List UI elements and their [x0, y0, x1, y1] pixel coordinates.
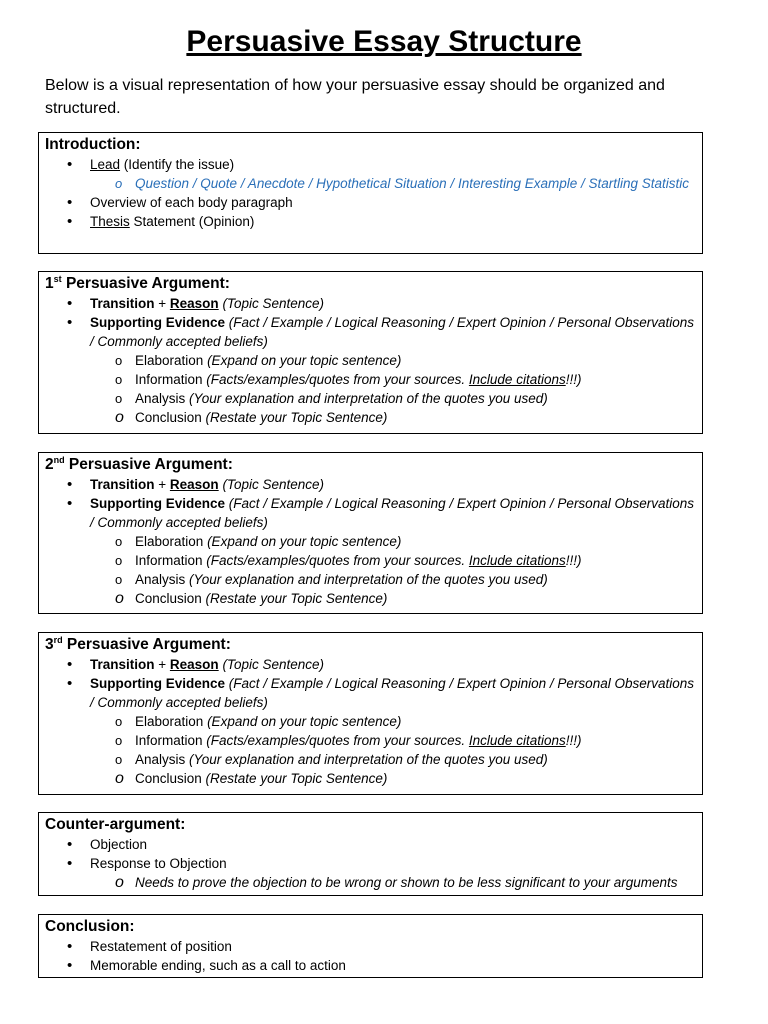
conclusion-label: Conclusion — [135, 591, 206, 606]
plus-sign: + — [154, 296, 170, 311]
elaboration-note: (Expand on your topic sentence) — [207, 534, 402, 549]
include-citations: Include citations — [468, 372, 566, 387]
thesis-label: Thesis — [90, 214, 130, 229]
supporting-evidence-label: Supporting Evidence — [90, 315, 226, 330]
conclusion-note: (Restate your Topic Sentence) — [205, 591, 388, 606]
list-item — [45, 155, 696, 174]
argument-ordinal: 3 — [45, 636, 54, 653]
exclaim: !!!) — [565, 733, 582, 748]
intro-paragraph: Below is a visual representation of how your persuasive essay should be organized and structured. — [45, 77, 665, 117]
list-item — [45, 294, 696, 313]
conclusion-box — [38, 914, 703, 978]
list-item — [45, 769, 696, 788]
elaboration-label: Elaboration — [135, 534, 208, 549]
elaboration-note: (Expand on your topic sentence) — [207, 714, 402, 729]
reason-label: Reason — [169, 657, 219, 672]
evidence-types: (Fact / Example / Logical Reasoning / Expert Opinion / Personal Observations / Commonly accepted beliefs) — [90, 676, 694, 710]
evidence-types: (Fact / Example / Logical Reasoning / Expert Opinion / Personal Observations / Commonly accepted beliefs) — [90, 496, 694, 530]
hook-options — [45, 174, 696, 193]
analysis-label: Analysis — [135, 391, 190, 406]
argument-box-3 — [38, 632, 703, 795]
argument-ordinal: 1 — [45, 275, 54, 292]
argument-box-1 — [38, 271, 703, 434]
argument-list — [45, 294, 696, 427]
list-item — [45, 835, 696, 854]
list-item — [45, 532, 696, 551]
transition-label: Transition — [90, 477, 155, 492]
restatement-text: Restatement of position — [90, 939, 232, 954]
list-item — [45, 389, 696, 408]
analysis-label: Analysis — [135, 572, 190, 587]
list-item — [45, 475, 696, 494]
response-text: Response to Objection — [90, 856, 227, 871]
information-label: Information — [135, 553, 207, 568]
argument-heading — [45, 455, 696, 475]
argument-box-2 — [38, 452, 703, 614]
list-item — [45, 551, 696, 570]
list-item — [45, 854, 696, 873]
plus-sign: + — [154, 477, 170, 492]
information-label: Information — [135, 372, 207, 387]
analysis-note: (Your explanation and interpretation of the quotes you used) — [189, 391, 548, 406]
list-item — [45, 313, 696, 351]
list-item — [45, 937, 696, 956]
overview-text: Overview of each body paragraph — [90, 195, 293, 210]
plus-sign: + — [154, 657, 170, 672]
counter-heading: Counter-argument: — [45, 816, 186, 833]
analysis-label: Analysis — [135, 752, 190, 767]
topic-sentence-note: (Topic Sentence) — [218, 296, 324, 311]
information-label: Information — [135, 733, 207, 748]
lead-label: Lead — [90, 157, 121, 172]
argument-heading-text: Persuasive Argument: — [64, 456, 233, 473]
list-item — [45, 351, 696, 370]
conclusion-label: Conclusion — [135, 410, 206, 425]
argument-heading-text: Persuasive Argument: — [62, 636, 231, 653]
conclusion-heading: Conclusion: — [45, 918, 135, 935]
argument-heading — [45, 635, 696, 655]
elaboration-label: Elaboration — [135, 714, 208, 729]
conclusion-list — [45, 937, 696, 975]
conclusion-note: (Restate your Topic Sentence) — [205, 771, 388, 786]
conclusion-label: Conclusion — [135, 771, 206, 786]
supporting-evidence-label: Supporting Evidence — [90, 676, 226, 691]
list-item — [45, 494, 696, 532]
transition-label: Transition — [90, 657, 155, 672]
information-note: (Facts/examples/quotes from your sources. — [206, 733, 469, 748]
argument-ordinal: 2 — [45, 456, 54, 473]
introduction-heading: Introduction: — [45, 136, 141, 153]
list-item — [45, 750, 696, 769]
lead-description: (Identify the issue) — [120, 157, 235, 172]
information-note: (Facts/examples/quotes from your sources. — [206, 553, 469, 568]
elaboration-label: Elaboration — [135, 353, 208, 368]
argument-heading-text: Persuasive Argument: — [61, 275, 230, 292]
needs-text: Needs to prove the objection to be wrong or shown to be less significant to your arguments — [135, 875, 678, 890]
information-note: (Facts/examples/quotes from your sources. — [206, 372, 469, 387]
hook-options-text: Question / Quote / Anecdote / Hypothetical Situation / Interesting Example / Startling Statistic — [135, 176, 690, 191]
analysis-note: (Your explanation and interpretation of the quotes you used) — [189, 752, 548, 767]
list-item — [45, 674, 696, 712]
list-item — [45, 370, 696, 389]
conclusion-note: (Restate your Topic Sentence) — [205, 410, 388, 425]
include-citations: Include citations — [468, 733, 566, 748]
supporting-evidence-label: Supporting Evidence — [90, 496, 226, 511]
list-item — [45, 212, 696, 231]
argument-list — [45, 655, 696, 788]
list-item — [45, 408, 696, 427]
thesis-description: Statement (Opinion) — [129, 214, 255, 229]
list-item — [45, 873, 696, 892]
page-title: Persuasive Essay Structure — [186, 25, 582, 58]
list-item — [45, 731, 696, 750]
argument-heading — [45, 274, 696, 294]
reason-label: Reason — [169, 296, 219, 311]
topic-sentence-note: (Topic Sentence) — [218, 657, 324, 672]
introduction-box — [38, 132, 703, 254]
list-item — [45, 589, 696, 608]
counter-argument-box — [38, 812, 703, 896]
elaboration-note: (Expand on your topic sentence) — [207, 353, 402, 368]
list-item — [45, 956, 696, 975]
objection-text: Objection — [90, 837, 148, 852]
introduction-list — [45, 155, 696, 231]
argument-ordinal-suffix: nd — [53, 454, 65, 465]
transition-label: Transition — [90, 296, 155, 311]
argument-list — [45, 475, 696, 608]
exclaim: !!!) — [565, 372, 582, 387]
argument-ordinal-suffix: st — [53, 273, 62, 284]
include-citations: Include citations — [468, 553, 566, 568]
list-item — [45, 193, 696, 212]
evidence-types: (Fact / Example / Logical Reasoning / Expert Opinion / Personal Observations / Commonly accepted beliefs) — [90, 315, 694, 349]
ending-text: Memorable ending, such as a call to action — [90, 958, 346, 973]
reason-label: Reason — [169, 477, 219, 492]
topic-sentence-note: (Topic Sentence) — [218, 477, 324, 492]
exclaim: !!!) — [565, 553, 582, 568]
list-item — [45, 655, 696, 674]
analysis-note: (Your explanation and interpretation of the quotes you used) — [189, 572, 548, 587]
list-item — [45, 712, 696, 731]
counter-list — [45, 835, 696, 892]
argument-ordinal-suffix: rd — [53, 634, 63, 645]
list-item — [45, 570, 696, 589]
